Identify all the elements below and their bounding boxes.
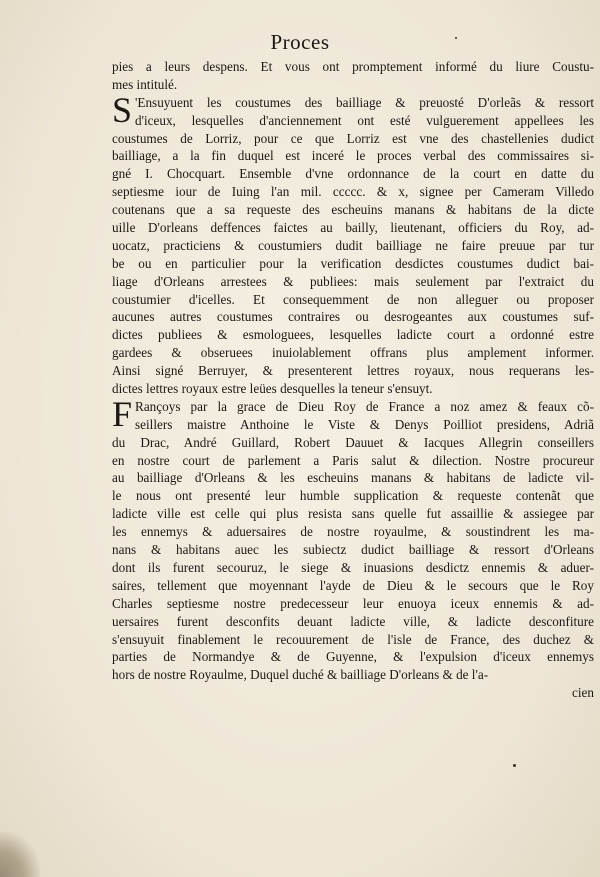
catchword: cien [572, 685, 594, 701]
text-line: parties de Normandye & de Guyenne, & l'expulsion d'iceux ennemys [112, 649, 594, 665]
text-line: dictes lettres royaux estre leües desquelles la teneur s'ensuyt. [112, 381, 433, 397]
paragraph-coustumes [112, 89, 594, 398]
text-line: nans & habitans auec les subiectz dudict bailliage & ressort d'Orleans [112, 542, 594, 558]
text-line: s'ensuyuit finablement le recouurement de l'isle de France, des duchez & [112, 631, 594, 647]
text-line: Charles septiesme nostre predecesseur leur enuoya iceux ennemis & ad- [112, 595, 594, 611]
text-line: ladicte ville est celle qui plus resista sans quelle fut assaillie & assiegee par [112, 506, 594, 522]
text-line: du Drac, André Guillard, Robert Dauuet & Iacques Allegrin conseillers [112, 434, 594, 450]
page-body-text [112, 58, 594, 702]
text-line: Rançoys par la grace de Dieu Roy de France a noz amez & feaux cõ- [135, 398, 594, 414]
text-line: coutenans que a sa requeste des escheuins manans & habitans de la dicte [112, 202, 594, 218]
text-line: liage d'Orleans arrestees & publiees: mais seulement par l'extraict du [112, 273, 594, 289]
text-line: uocatz, practiciens & coustumiers dudit bailliage ne faire preuue par tur [112, 237, 594, 253]
text-line: hors de nostre Royaulme, Duquel duché & bailliage D'orleans & de l'a- [112, 667, 489, 683]
text-line: be ou en particulier pour la verification desdictes coustumes dudict bai- [112, 255, 594, 271]
text-line: dont ils furent secouruz, le siege & inuasions desdictz ennemis & aduer- [112, 559, 594, 575]
ink-speck [455, 37, 457, 39]
text-line: les ennemys & aduersaires de nostre royaulme, & soustindrent les ma- [112, 524, 594, 540]
text-line: Ainsi signé Berruyer, & presenterent lettres royaux, nous requerans les- [112, 363, 594, 379]
text-line: coustumes de Lorriz, pour ce que Lorriz est vne des chastellenies dudict [112, 130, 594, 146]
text-line: septiesme iour de Iuing l'an mil. ccccc. & x, signee per Cameram Villedo [112, 184, 594, 200]
text-line: uersaires furent desconfits deuant ladicte ville, & ladicte desconfiture [112, 613, 594, 629]
text-line: en nostre court de parlement a Paris salut & dilection. Nostre procureur [112, 452, 594, 468]
drop-cap-initial: F [112, 393, 133, 434]
text-line: le nous ont presenté leur humble supplication & requeste contenãt que [112, 488, 594, 504]
text-line: dictes publiees & esmologuees, lesquelles ladicte court a ordonné estre [112, 327, 594, 343]
text-line: saires, tellement que moyennant l'ayde de Dieu & le secours que le Roy [112, 577, 594, 593]
text-line: gardees & obseruees inuiolablement offrans plus amplement informer. [112, 345, 594, 361]
drop-cap-initial: S [112, 89, 133, 130]
text-line: coustumier d'icelles. Et consequemment de non alleguer ou proposer [112, 291, 594, 307]
paragraph-lettres-royaux [112, 393, 594, 684]
text-line: seillers maistre Anthoine le Viste & Denys Poilliot presidens, Adriã [135, 416, 594, 432]
text-line: au bailliage d'Orleans & les escheuins manans & habitans de ladicte vil- [112, 470, 594, 486]
ink-speck [513, 764, 516, 767]
text-line: 'Ensuyuent les coustumes des bailliage & preuosté D'orleãs & ressort [135, 94, 594, 110]
text-line: bailliage, a la fin duquel est inceré le proces verbal des commissaires si- [112, 148, 594, 164]
text-line: aucunes autres coustumes contraires ou desrogeantes aux coustumes suf- [112, 309, 594, 325]
text-line: gné I. Chocquart. Ensemble d'vne ordonnance de la court en datte du [112, 166, 594, 182]
text-line: uille D'orleans deffences faictes au bailly, lieutenant, officiers du Roy, ad- [112, 220, 594, 236]
text-line: pies a leurs despens. Et vous ont promptement informé du liure Coustu- [112, 59, 594, 74]
page-running-head: Proces [270, 30, 330, 54]
text-line: mes intitulé. [112, 76, 178, 92]
text-line: d'iceux, lesquelles d'anciennement ont esté vulguerement appellees les [135, 112, 594, 128]
page-stain [0, 832, 40, 877]
